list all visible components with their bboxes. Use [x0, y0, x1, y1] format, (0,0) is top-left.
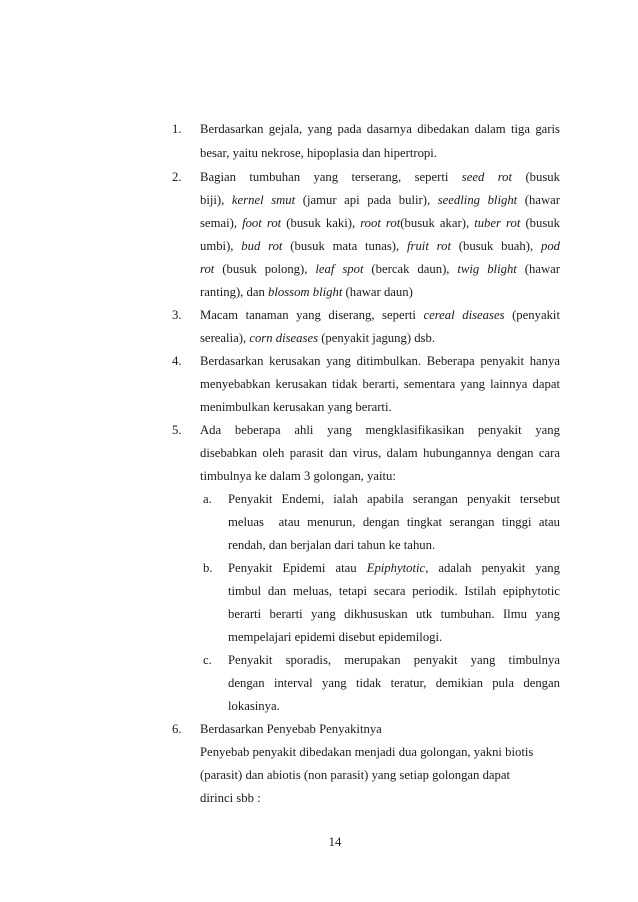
- sublist-item-text: Penyakit sporadis, merupakan penyakit yang timbulnya: [228, 653, 560, 667]
- italic-term: pod: [540, 239, 560, 253]
- sublist-letter: b.: [203, 561, 213, 575]
- list-number: 2.: [172, 170, 182, 184]
- list-item-text: biji), kernel smut (jamur api pada bulir), seedling blight (hawar: [200, 193, 561, 207]
- italic-term: kernel smut: [231, 193, 296, 207]
- list-item-text: disebabkan oleh parasit dan virus, dalam hubungannya dengan cara: [200, 446, 560, 460]
- sublist-letter: a.: [203, 492, 212, 506]
- sublist-item-text: berarti berarti yang dikhususkan utk tumbuhan. Ilmu yang: [228, 607, 560, 621]
- sublist-item-text: mempelajari epidemi disebut epidemilogi.: [228, 630, 443, 644]
- list-item-text: Ada beberapa ahli yang mengklasifikasikan penyakit yang: [200, 423, 560, 437]
- list-number: 4.: [172, 354, 182, 368]
- list-number: 5.: [172, 423, 182, 437]
- italic-term: leaf spot: [315, 262, 364, 276]
- italic-term: seed rot: [461, 170, 513, 184]
- list-item-text: semai), foot rot (busuk kaki), root rot(busuk akar), tuber rot (busuk: [200, 216, 560, 230]
- sublist-item-text: Penyakit Endemi, ialah apabila serangan penyakit tersebut: [228, 492, 560, 506]
- italic-term: twig blight: [457, 262, 517, 276]
- list-item-text: ranting), dan blossom blight (hawar daun): [200, 285, 413, 299]
- list-item-text: Macam tanaman yang diserang, seperti cereal diseases (penyakit: [200, 308, 560, 322]
- italic-term: Epiphytotic: [366, 561, 426, 575]
- list-item-text: timbulnya ke dalam 3 golongan, yaitu:: [200, 469, 396, 483]
- list-item-text: Berdasarkan kerusakan yang ditimbulkan. Beberapa penyakit hanya: [200, 354, 560, 368]
- italic-term: fruit rot: [407, 239, 451, 253]
- list-item-text: serealia), corn diseases (penyakit jagung) dsb.: [200, 331, 436, 345]
- list-item-text: Bagian tumbuhan yang terserang, seperti seed rot (busuk: [200, 170, 560, 184]
- list-item-text: Berdasarkan gejala, yang pada dasarnya dibedakan dalam tiga garis: [200, 122, 560, 136]
- italic-term: rot: [200, 262, 215, 276]
- list-number: 1.: [172, 122, 182, 136]
- italic-term: bud rot: [241, 239, 283, 253]
- list-item-text: menyebabkan kerusakan tidak berarti, sementara yang lainnya dapat: [200, 377, 560, 391]
- sublist-item-text: timbul dan meluas, tetapi secara periodik. Istilah epiphytotic: [228, 584, 560, 598]
- list-item-text: dirinci sbb :: [200, 791, 261, 805]
- list-number: 3.: [172, 308, 182, 322]
- sublist-item-text: dengan interval yang tidak teratur, demikian pula dengan: [228, 676, 560, 690]
- list-number: 6.: [172, 722, 182, 736]
- sublist-letter: c.: [203, 653, 212, 667]
- list-item-text: (parasit) dan abiotis (non parasit) yang setiap golongan dapat: [200, 768, 511, 782]
- list-item-text: umbi), bud rot (busuk mata tunas), fruit rot (busuk buah), pod: [200, 239, 560, 253]
- italic-term: tuber rot: [474, 216, 521, 230]
- italic-term: cereal diseases: [423, 308, 505, 322]
- sublist-item-text: Penyakit Epidemi atau Epiphytotic, adalah penyakit yang: [228, 561, 560, 575]
- sublist-item-text: lokasinya.: [228, 699, 280, 713]
- list-item-text: Penyebab penyakit dibedakan menjadi dua golongan, yakni biotis: [200, 745, 534, 759]
- sublist-item-text: meluas atau menurun, dengan tingkat serangan tinggi atau: [228, 515, 560, 529]
- italic-term: seedling blight: [437, 193, 518, 207]
- italic-term: foot rot: [242, 216, 282, 230]
- italic-term: root rot: [360, 216, 401, 230]
- list-item-text: Berdasarkan Penyebab Penyakitnya: [200, 722, 382, 736]
- italic-term: blossom blight: [268, 285, 343, 299]
- list-item-text: besar, yaitu nekrose, hipoplasia dan hipertropi.: [200, 146, 437, 160]
- list-item-text: rot (busuk polong), leaf spot (bercak daun), twig blight (hawar: [200, 262, 560, 276]
- list-item-text: menimbulkan kerusakan yang berarti.: [200, 400, 392, 414]
- italic-term: corn diseases: [249, 331, 319, 345]
- sublist-item-text: rendah, dan berjalan dari tahun ke tahun.: [228, 538, 436, 552]
- page-number: 14: [328, 835, 342, 849]
